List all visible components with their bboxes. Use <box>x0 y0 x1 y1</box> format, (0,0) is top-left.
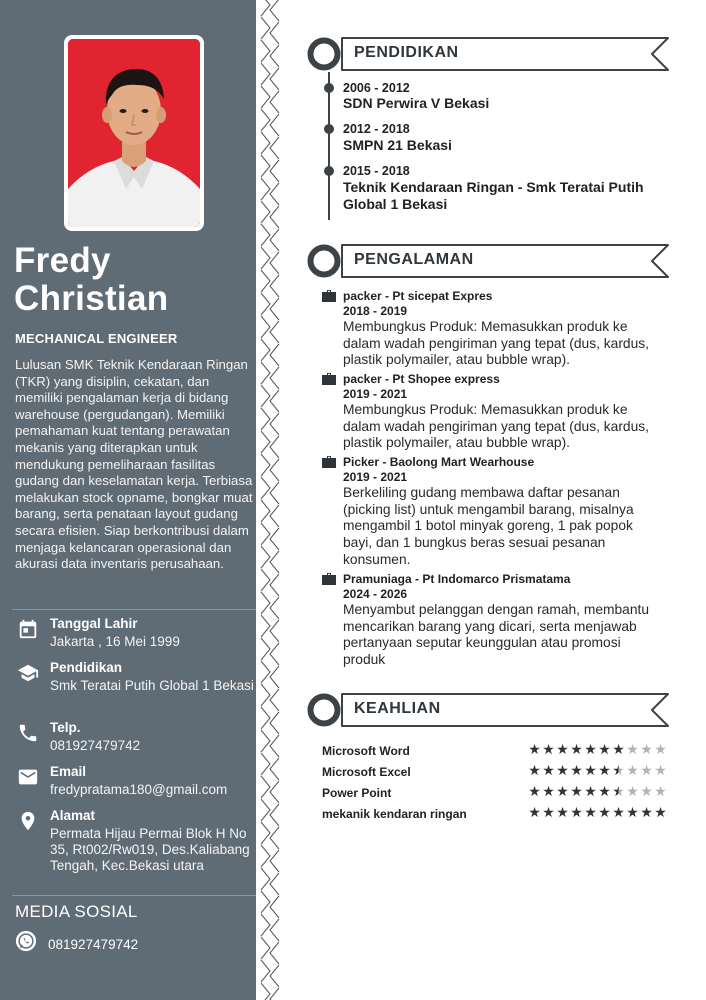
education-school: SMPN 21 Bekasi <box>343 137 452 153</box>
star-icon: ★ <box>570 804 583 820</box>
profile-summary: Lulusan SMK Teknik Kendaraan Ringan (TKR) yang disiplin, cekatan, dan memiliki pengalaman kerja di bidang warehouse (pergudangan). Memiliki pemahaman kuat tentang perawatan mekanis yang diterapkan untuk mendukung pemeliharaan fasilitas gudang dan keselamatan kerja. Terbiasa melakukan stock opname, bongkar muat barang, serta penataan layout gudang secara efisien. Siap berkontribusi dalam menjaga kelancaran operasional dan akurasi data inventaris perusahaan. <box>15 357 253 572</box>
star-icon: ★ <box>598 741 611 757</box>
phone-value[interactable]: 081927479742 <box>50 738 141 753</box>
experience-description: Membungkus Produk: Memasukkan produk ke dalam wadah pengiriman yang tepat (dus, kardus, plastik polymailer, atau bubble wrap). <box>343 319 650 368</box>
star-icon: ★ <box>570 741 583 757</box>
briefcase-icon <box>322 290 336 302</box>
star-icon: ★ <box>556 804 569 820</box>
info-value: Smk Teratai Putih Global 1 Bekasi <box>50 678 254 693</box>
info-value: Permata Hijau Permai Blok H No 35, Rt002/Rw019, Des.Kaliabang Tengah, Kec.Bekasi utara <box>50 826 250 873</box>
info-label: Tanggal Lahir <box>50 616 138 631</box>
skill-row <box>322 742 672 760</box>
star-icon: ★ <box>542 783 555 799</box>
star-icon: ★ <box>654 762 667 778</box>
email-icon <box>17 766 39 788</box>
email-value[interactable]: fredypratama180@gmail.com <box>50 782 228 797</box>
skill-row <box>322 763 672 781</box>
star-icon: ★ <box>542 741 555 757</box>
timeline-dot <box>324 166 334 176</box>
star-icon: ★ <box>542 804 555 820</box>
experience-description: Membungkus Produk: Memasukkan produk ke dalam wadah pengiriman yang tepat (dus, kardus, plastik polymailer, atau bubble wrap). <box>343 402 650 451</box>
profile-photo-frame <box>64 35 204 231</box>
star-icon: ★ <box>584 762 597 778</box>
phone-icon <box>17 722 39 744</box>
experience-years: 2018 - 2019 <box>343 304 408 318</box>
star-icon: ★ <box>640 783 653 799</box>
star-icon: ★ <box>570 783 583 799</box>
sidebar-divider <box>12 895 256 896</box>
education-years: 2012 - 2018 <box>343 122 410 136</box>
star-icon: ★ <box>640 741 653 757</box>
skill-name: mekanik kendaran ringan <box>322 807 467 821</box>
skill-row <box>322 805 672 823</box>
experience-role: packer - Pt Shopee express <box>343 372 500 386</box>
star-icon: ★ <box>626 762 639 778</box>
whatsapp-icon <box>15 930 37 952</box>
star-icon: ★ <box>584 804 597 820</box>
star-icon: ★ <box>612 804 625 820</box>
profile-photo <box>68 39 200 227</box>
last-name: Christian <box>14 279 169 318</box>
education-school: SDN Perwira V Bekasi <box>343 95 490 111</box>
info-label: Alamat <box>50 808 96 823</box>
social-media-title: MEDIA SOSIAL <box>15 902 138 921</box>
star-icon: ★ <box>626 741 639 757</box>
star-icon: ★ <box>528 762 541 778</box>
star-icon: ★ <box>626 804 639 820</box>
info-value: Jakarta , 16 Mei 1999 <box>50 634 180 649</box>
main-content <box>284 0 706 1000</box>
briefcase-icon <box>322 573 336 585</box>
info-label: Pendidikan <box>50 660 123 675</box>
education-timeline-line <box>328 72 330 220</box>
education-years: 2006 - 2012 <box>343 81 410 95</box>
briefcase-icon <box>322 456 336 468</box>
experience-years: 2019 - 2021 <box>343 470 408 484</box>
section-title: PENGALAMAN <box>354 251 474 268</box>
skill-row <box>322 784 672 802</box>
experience-role: packer - Pt sicepat Expres <box>343 289 493 303</box>
star-icon: ★ <box>528 783 541 799</box>
graduation-cap-icon <box>17 662 39 684</box>
star-icon: ★ <box>654 804 667 820</box>
info-label: Email <box>50 764 87 779</box>
star-icon: ★ <box>626 783 639 799</box>
star-icon: ★ <box>598 783 611 799</box>
star-icon: ★ <box>542 762 555 778</box>
skill-name: Microsoft Word <box>322 744 410 758</box>
section-title: PENDIDIKAN <box>354 44 459 61</box>
experience-description: Berkeliling gudang membawa daftar pesanan (picking list) untuk mengambil barang, misalnya mengambil 1 botol minyak goreng, 1 pak popok bayi, dan 1 bungkus beras sesuai pesanan konsumen. <box>343 485 634 567</box>
decorative-zigzag-strip <box>256 0 284 1000</box>
experience-role: Picker - Baolong Mart Wearhouse <box>343 455 535 469</box>
sidebar-divider <box>12 609 256 610</box>
timeline-dot <box>324 83 334 93</box>
whatsapp-number[interactable]: 081927479742 <box>48 937 139 952</box>
full-name <box>14 242 168 318</box>
job-title: MECHANICAL ENGINEER <box>15 331 178 346</box>
star-icon: ★ <box>598 804 611 820</box>
skill-name: Power Point <box>322 786 392 800</box>
timeline-dot <box>324 124 334 134</box>
section-header-experience <box>306 243 670 279</box>
star-icon: ★ <box>612 741 625 757</box>
star-icon: ★ <box>570 762 583 778</box>
section-title: KEAHLIAN <box>354 700 441 717</box>
section-header-education <box>306 36 670 72</box>
first-name: Fredy <box>14 241 111 280</box>
experience-role: Pramuniaga - Pt Indomarco Prismatama <box>343 572 571 586</box>
education-school: Teknik Kendaraan Ringan - Smk Teratai Putih Global 1 Bekasi <box>343 179 644 212</box>
info-label: Telp. <box>50 720 81 735</box>
skill-name: Microsoft Excel <box>322 765 411 779</box>
star-icon: ★ <box>612 783 625 799</box>
sidebar <box>0 0 256 1000</box>
experience-description: Menyambut pelanggan dengan ramah, membantu mencarikan barang yang dicari, serta menjawab pertanyaan seputar keunggulan atau promosi produk <box>343 602 650 668</box>
star-icon: ★ <box>654 741 667 757</box>
star-icon: ★ <box>598 762 611 778</box>
experience-years: 2019 - 2021 <box>343 387 408 401</box>
star-icon: ★ <box>556 783 569 799</box>
experience-years: 2024 - 2026 <box>343 587 408 601</box>
star-icon: ★ <box>584 741 597 757</box>
star-icon: ★ <box>584 783 597 799</box>
star-icon: ★ <box>556 762 569 778</box>
section-header-skills <box>306 692 670 728</box>
location-pin-icon <box>17 810 39 832</box>
star-icon: ★ <box>640 762 653 778</box>
star-icon: ★ <box>612 762 625 778</box>
star-icon: ★ <box>556 741 569 757</box>
calendar-icon <box>17 618 39 640</box>
education-years: 2015 - 2018 <box>343 164 410 178</box>
star-icon: ★ <box>654 783 667 799</box>
star-icon: ★ <box>528 804 541 820</box>
briefcase-icon <box>322 373 336 385</box>
star-icon: ★ <box>528 741 541 757</box>
star-icon: ★ <box>640 804 653 820</box>
